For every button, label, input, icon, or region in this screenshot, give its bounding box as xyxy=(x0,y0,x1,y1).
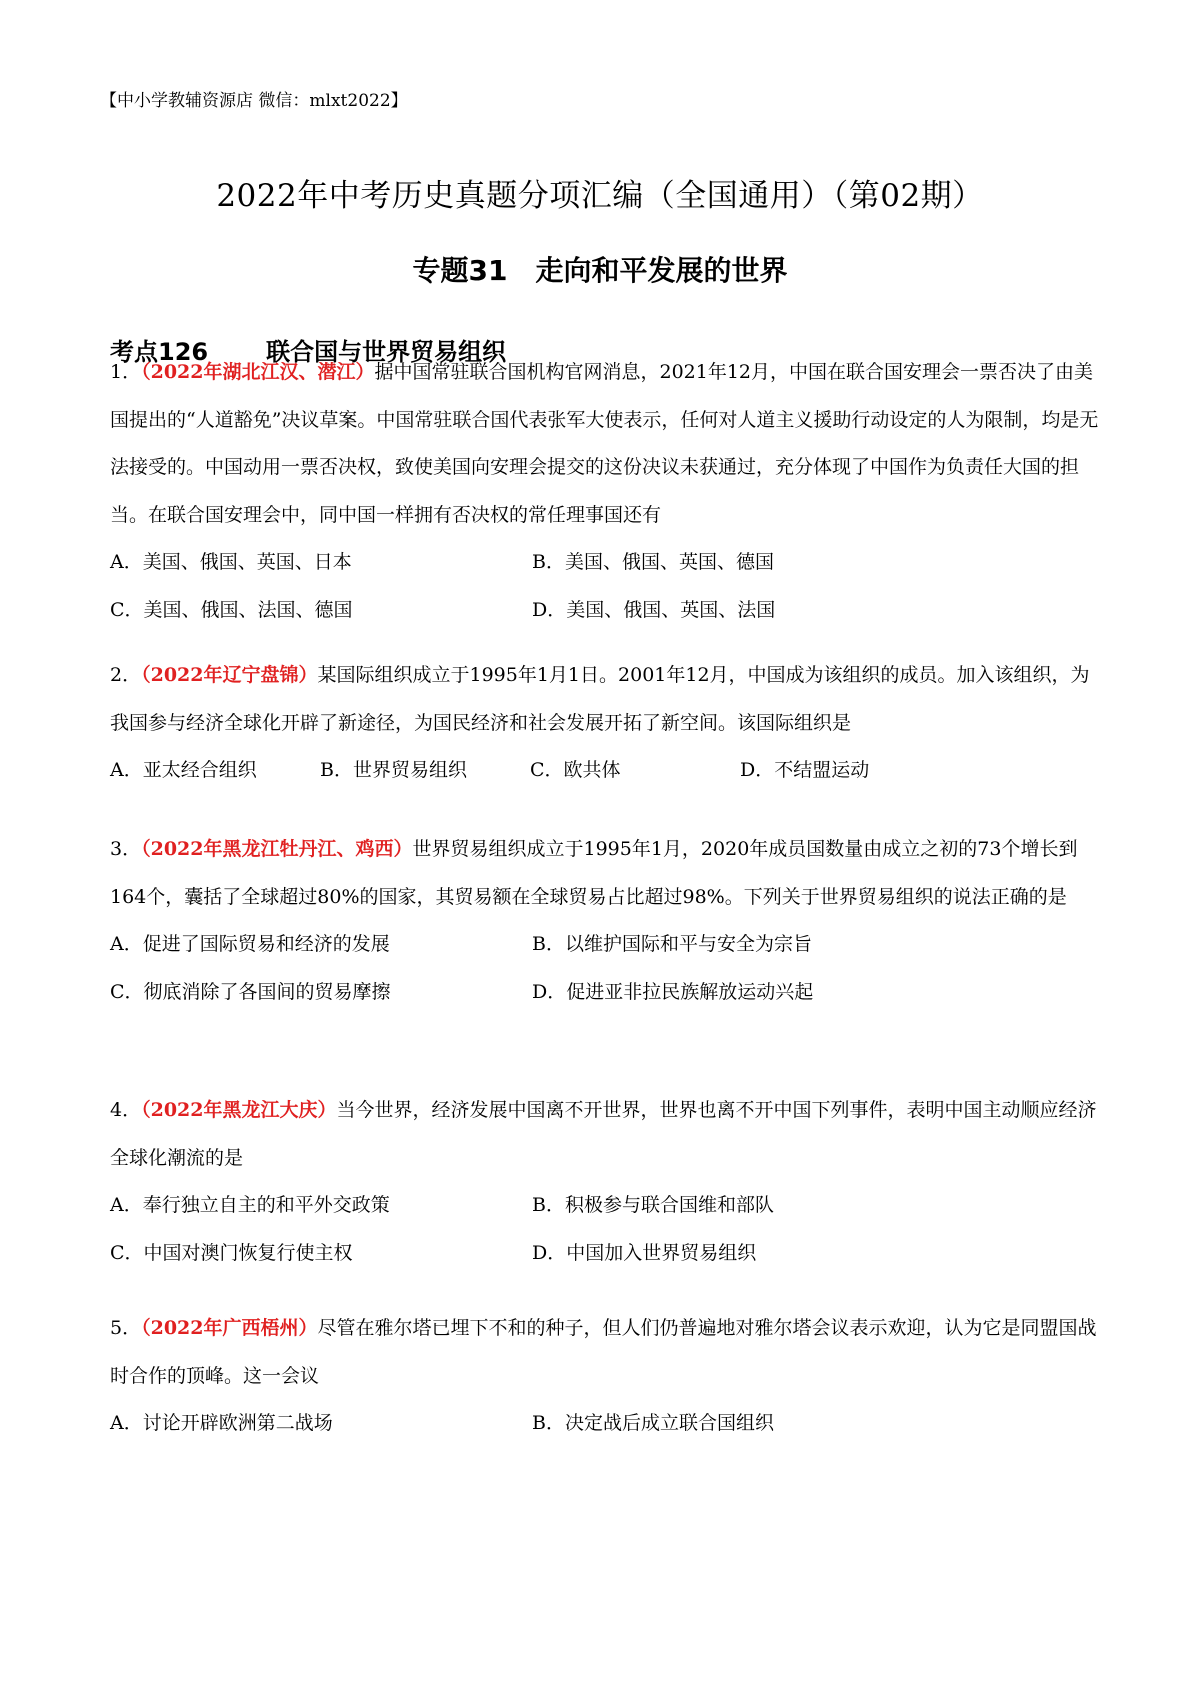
question-text: 某国际组织成立于1995年1月1日。2001年12月，中国成为该组织的成员。加入该组织，为我国参与经济全球化开辟了新途径，为国民经济和社会发展开拓了新空间。该国际组织是 xyxy=(110,664,1090,734)
question-text: 当今世界，经济发展中国离不开世界，世界也离不开中国下列事件，表明中国主动顺应经济全球化潮流的是 xyxy=(110,1099,1097,1169)
option-a[interactable]: A．美国、俄国、英国、日本 xyxy=(110,551,352,573)
options-row xyxy=(110,587,1100,635)
section-name: 联合国与世界贸易组织 xyxy=(266,338,507,366)
question-number: 1． xyxy=(110,361,142,383)
option-b[interactable]: B．决定战后成立联合国组织 xyxy=(532,1412,774,1434)
option-b[interactable]: B．美国、俄国、英国、德国 xyxy=(532,551,774,573)
options-row xyxy=(110,1182,1100,1230)
option-b[interactable]: B．积极参与联合国维和部队 xyxy=(532,1194,774,1216)
question-number: 2． xyxy=(110,664,142,686)
question-stem xyxy=(110,1305,1100,1400)
watermark-text: 【中小学教辅资源店 微信：mlxt2022】 xyxy=(100,91,408,111)
question-number: 5． xyxy=(110,1317,142,1339)
option-c[interactable]: C．中国对澳门恢复行使主权 xyxy=(110,1241,353,1264)
option-c[interactable]: C．彻底消除了各国间的贸易摩擦 xyxy=(110,980,391,1003)
question-source: （2022年黑龙江大庆） xyxy=(141,1099,337,1121)
question-source: （2022年辽宁盘锦） xyxy=(141,664,318,686)
question-3 xyxy=(110,826,1100,1016)
question-number: 4． xyxy=(110,1099,142,1121)
question-5 xyxy=(110,1305,1100,1448)
page-title: 2022年中考历史真题分项汇编（全国通用）（第02期） xyxy=(216,178,984,214)
options-row xyxy=(110,969,1100,1017)
page-subtitle: 专题31 走向和平发展的世界 xyxy=(412,254,788,287)
option-d[interactable]: D．促进亚非拉民族解放运动兴起 xyxy=(532,980,814,1003)
question-text: 尽管在雅尔塔已埋下不和的种子，但人们仍普遍地对雅尔塔会议表示欢迎，认为它是同盟国战时合作的顶峰。这一会议 xyxy=(110,1317,1097,1387)
question-stem xyxy=(110,1087,1100,1182)
question-source: （2022年湖北江汉、潜江） xyxy=(141,361,375,383)
option-a[interactable]: A．促进了国际贸易和经济的发展 xyxy=(110,933,390,955)
option-b[interactable]: B．以维护国际和平与安全为宗旨 xyxy=(532,933,812,955)
question-number: 3． xyxy=(110,838,142,860)
question-1 xyxy=(110,349,1100,634)
question-source: （2022年黑龙江牡丹江、鸡西） xyxy=(141,838,413,860)
question-stem xyxy=(110,349,1100,539)
question-text: 据中国常驻联合国机构官网消息，2021年12月，中国在联合国安理会一票否决了由美国提出的“人道豁免”决议草案。中国常驻联合国代表张军大使表示，任何对人道主义援助行动设定的人为限制，均是无法接受的。中国动用一票否决权，致使美国向安理会提交的这份决议未获通过，充分体现了中国作为负责任大国的担当。在联合国安理会中，同中国一样拥有否决权的常任理事国还有 xyxy=(110,361,1099,526)
options-row xyxy=(110,1400,1100,1448)
option-b[interactable]: B．世界贸易组织 xyxy=(320,759,467,781)
option-c[interactable]: C．欧共体 xyxy=(530,759,621,781)
options-row xyxy=(110,921,1100,969)
option-a[interactable]: A．讨论开辟欧洲第二战场 xyxy=(110,1412,333,1434)
option-d[interactable]: D．中国加入世界贸易组织 xyxy=(532,1241,757,1264)
options-row xyxy=(110,539,1100,587)
question-stem xyxy=(110,652,1100,747)
options-row xyxy=(110,1230,1100,1278)
question-4 xyxy=(110,1087,1100,1277)
options-row xyxy=(110,747,1100,795)
option-d[interactable]: D．不结盟运动 xyxy=(740,759,870,781)
option-c[interactable]: C．美国、俄国、法国、德国 xyxy=(110,598,353,621)
question-stem xyxy=(110,826,1100,921)
question-text: 世界贸易组织成立于1995年1月，2020年成员国数量由成立之初的73个增长到164个，囊括了全球超过80%的国家，其贸易额在全球贸易占比超过98%。下列关于世界贸易组织的说法正确的是 xyxy=(110,838,1078,908)
option-a[interactable]: A．奉行独立自主的和平外交政策 xyxy=(110,1194,390,1216)
question-source: （2022年广西梧州） xyxy=(141,1317,318,1339)
question-2 xyxy=(110,652,1100,795)
section-label: 考点126 xyxy=(110,338,209,366)
option-a[interactable]: A．亚太经合组织 xyxy=(110,759,257,781)
option-d[interactable]: D．美国、俄国、英国、法国 xyxy=(532,598,776,621)
